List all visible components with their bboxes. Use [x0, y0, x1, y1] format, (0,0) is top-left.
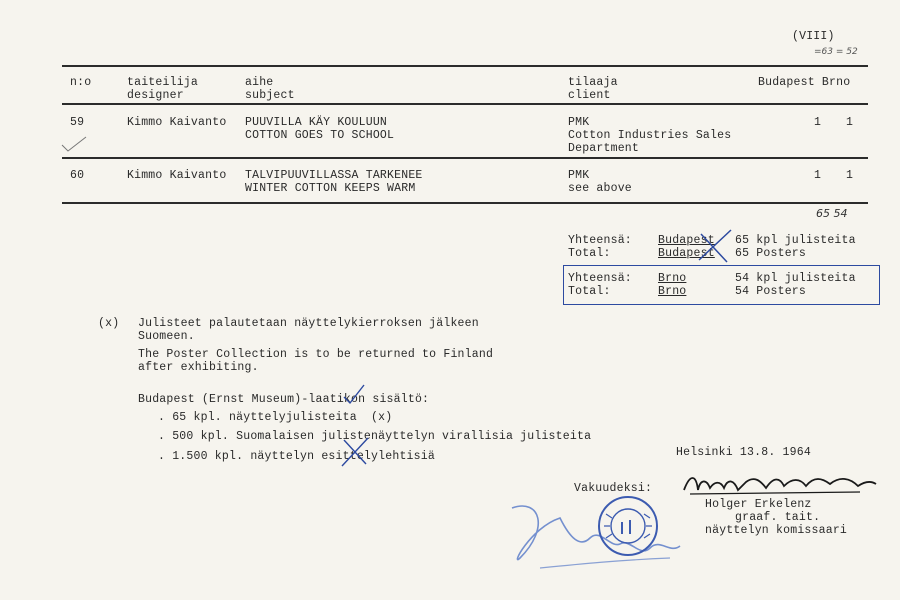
total-brno-en-label: Total:: [568, 285, 611, 298]
row-59-budapest: 1: [814, 116, 822, 129]
note-en-line-2: after exhibiting.: [138, 361, 259, 374]
total-brno-fi-value: 54 kpl julisteita: [735, 272, 856, 285]
total-brno-fi-city: Brno: [658, 272, 687, 285]
row-60-client-1: PMK: [568, 169, 590, 182]
row-60-designer: Kimmo Kaivanto: [127, 169, 227, 182]
total-budapest-en-city: Budapest: [658, 247, 715, 260]
total-budapest-fi-value: 65 kpl julisteita: [735, 234, 856, 247]
header-rule: [62, 103, 868, 105]
cross-out-mark: [695, 226, 735, 266]
row-59-subject-en: COTTON GOES TO SCHOOL: [245, 129, 395, 142]
handwritten-totals: 65 54: [816, 207, 848, 220]
row-60-client-2: see above: [568, 182, 632, 195]
header-budapest-brno: Budapest Brno: [758, 76, 851, 89]
header-client-en: client: [568, 89, 611, 102]
row-60-subject-en: WINTER COTTON KEEPS WARM: [245, 182, 416, 195]
table-top-rule: [62, 65, 868, 67]
pencil-check-mark: [60, 135, 90, 155]
total-budapest-en-value: 65 Posters: [735, 247, 807, 260]
header-designer-fi: taiteilija: [127, 76, 199, 89]
row-60-brno: 1: [846, 169, 854, 182]
place-date: Helsinki 13.8. 1964: [676, 446, 811, 459]
note-en-line-1: The Poster Collection is to be returned to Finland: [138, 348, 494, 361]
header-subject-fi: aihe: [245, 76, 274, 89]
table-bottom-rule: [62, 202, 868, 204]
crate-heading: Budapest (Ernst Museum)-laatikon sisältö:: [138, 393, 430, 406]
check-mark: [340, 383, 368, 409]
round-stamp: [596, 494, 660, 558]
row-59-designer: Kimmo Kaivanto: [127, 116, 227, 129]
row-60-subject-fi: TALVIPUUVILLASSA TARKENEE: [245, 169, 423, 182]
row-60-no: 60: [70, 169, 85, 182]
total-brno-en-city: Brno: [658, 285, 687, 298]
row-60-budapest: 1: [814, 169, 822, 182]
note-marker: (x): [98, 317, 120, 330]
row-59-no: 59: [70, 116, 85, 129]
cross-out-mark: [340, 436, 370, 468]
certification-label: Vakuudeksi:: [574, 482, 653, 495]
total-brno-en-value: 54 Posters: [735, 285, 807, 298]
margin-note-top: =63 = 52: [814, 47, 858, 57]
certifier-title-1: graaf. tait.: [735, 511, 821, 524]
header-designer-en: designer: [127, 89, 184, 102]
note-fi-line-1: Julisteet palautetaan näyttelykierroksen jälkeen: [138, 317, 479, 330]
signature-erkelenz: [680, 468, 880, 500]
note-fi-line-2: Suomeen.: [138, 330, 195, 343]
row-59-brno: 1: [846, 116, 854, 129]
total-budapest-fi-city: Budapest: [658, 234, 715, 247]
total-budapest-fi-label: Yhteensä:: [568, 234, 632, 247]
crate-item: . 1.500 kpl. näyttelyn esittelylehtisiä: [158, 450, 435, 463]
row-59-client-1: PMK: [568, 116, 590, 129]
header-no: n:o: [70, 76, 92, 89]
header-subject-en: subject: [245, 89, 295, 102]
crate-item: . 65 kpl. näyttelyjulisteita (x): [158, 411, 393, 424]
row-59-subject-fi: PUUVILLA KÄY KOULUUN: [245, 116, 388, 129]
total-budapest-en-label: Total:: [568, 247, 611, 260]
page-number: (VIII): [792, 30, 835, 43]
certifier-name: Holger Erkelenz: [705, 498, 812, 511]
certifier-title-2: näyttelyn komissaari: [705, 524, 848, 537]
row-59-client-3: Department: [568, 142, 640, 155]
crate-item: . 500 kpl. Suomalaisen julistenäyttelyn virallisia julisteita: [158, 430, 592, 443]
row-59-client-2: Cotton Industries Sales: [568, 129, 732, 142]
total-brno-fi-label: Yhteensä:: [568, 272, 632, 285]
header-client-fi: tilaaja: [568, 76, 618, 89]
row-rule: [62, 157, 868, 159]
